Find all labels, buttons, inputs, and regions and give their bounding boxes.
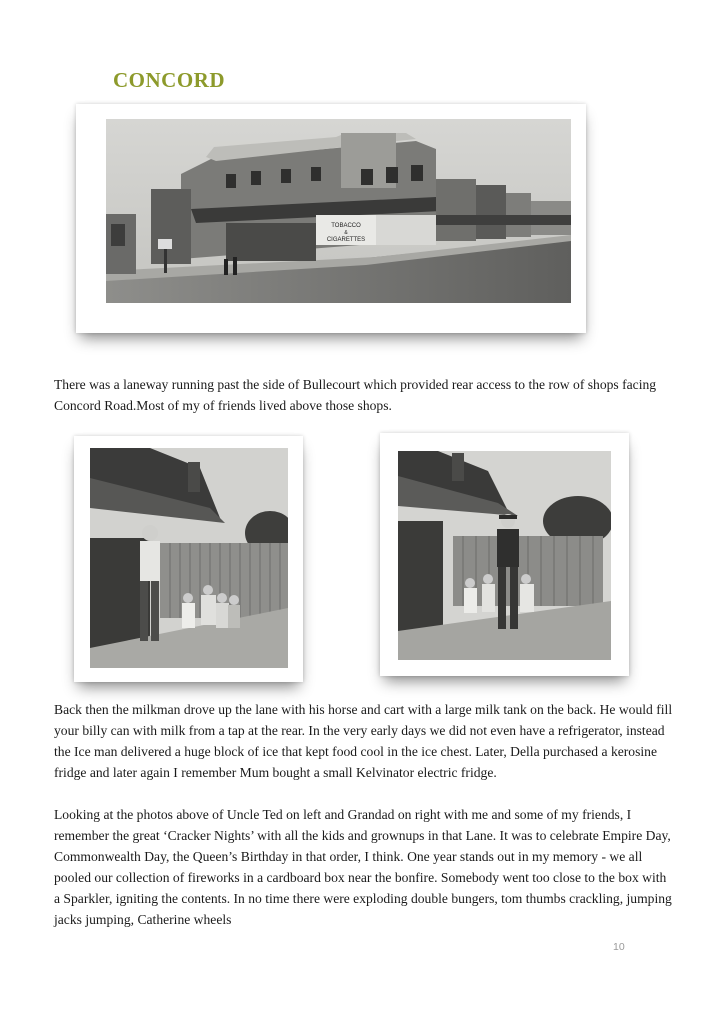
paragraph-milkman: Back then the milkman drove up the lane with his horse and cart with a large milk tank on the back. He would fill your billy can with milk from a tap at the rear. In the very early days we did not even have a refrigerator, instead the Ice man delivered a huge block of ice that kept food cool in the ice chest. Later, Della purchased a kerosine fridge and later again I remember Mum bought a small Kelvinator electric fridge. bbox=[54, 702, 673, 780]
uncle-ted-photo-frame bbox=[74, 436, 303, 682]
grandad-photo-frame bbox=[380, 433, 629, 676]
sign-text-2: & bbox=[344, 230, 348, 236]
grandad-photo bbox=[398, 451, 611, 660]
paragraph-laneway: There was a laneway running past the side of Bullecourt which provided rear access to the row of shops facing Concord Road.Most of my of friends lived above those shops. bbox=[54, 377, 657, 413]
shop-street-photo bbox=[106, 119, 571, 303]
page-number: 10 bbox=[613, 941, 625, 953]
shop-photo-frame bbox=[76, 104, 586, 333]
page-title: CONCORD bbox=[113, 68, 225, 92]
sign-text-3: CIGARETTES bbox=[326, 237, 366, 243]
uncle-ted-photo bbox=[90, 448, 288, 668]
sign-text-1: TOBACCO bbox=[331, 223, 361, 229]
paragraph-cracker-nights: Looking at the photos above of Uncle Ted on left and Grandad on right with me and some of my friends, I remember the great ‘Cracker Nights’ with all the kids and grownups in that Lane. It was to celebrate Empire Day, Commonwealth Day, the Queen’s Birthday in that order, I think. One year stands out in my memory - we all pooled our collection of fireworks in a cardboard box near the bonfire. Somebody went too close to the box with a Sparkler, igniting the contents. In no time there were exploding double bungers, tom thumbs crackling, jumping jacks jumping, Catherine wheels bbox=[54, 807, 672, 927]
